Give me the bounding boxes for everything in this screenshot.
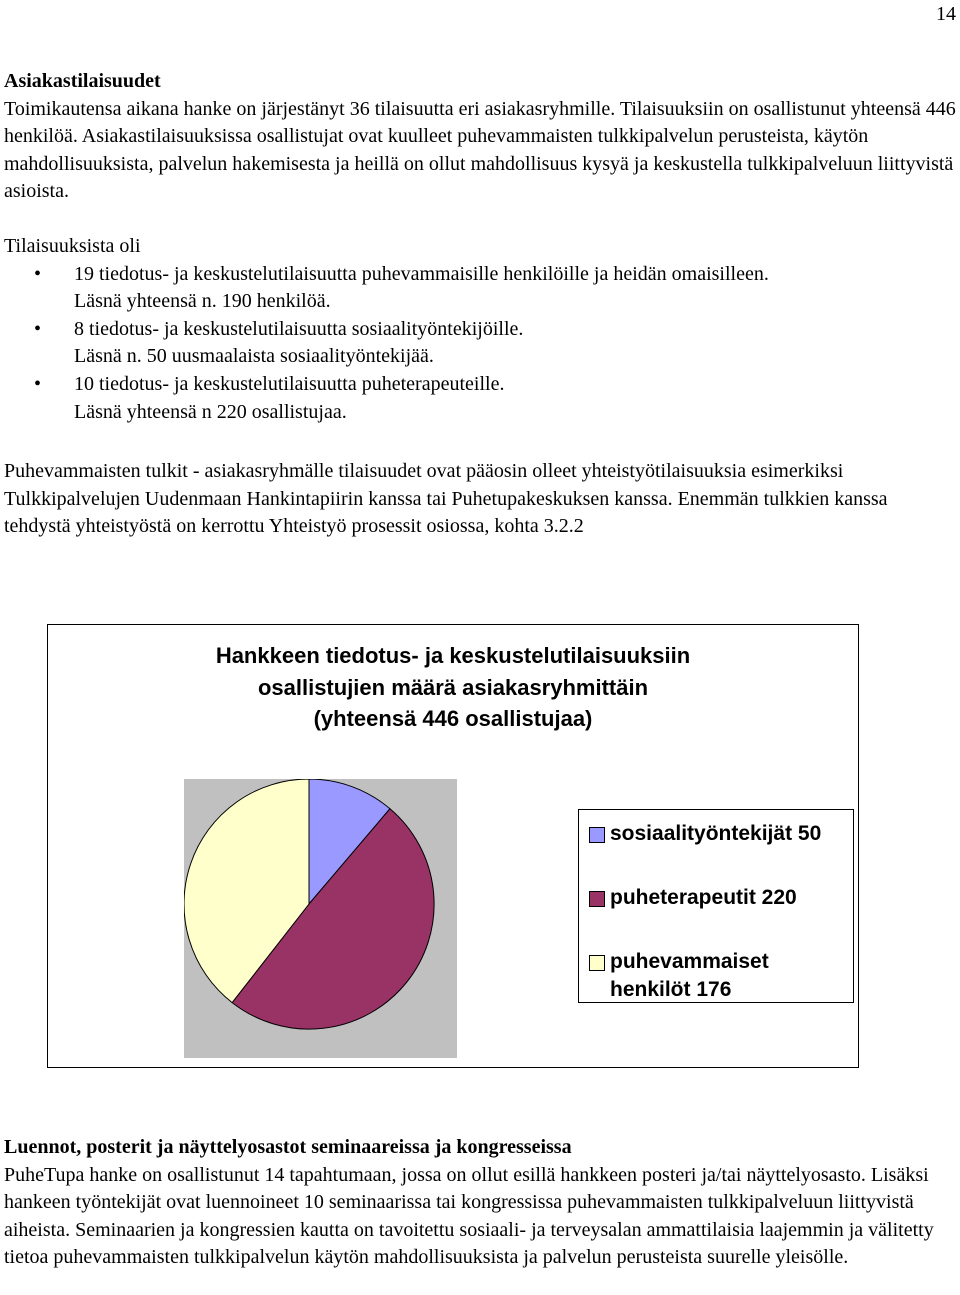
pie-chart bbox=[47, 624, 859, 1068]
plot-area bbox=[184, 779, 457, 1058]
section-paragraph: Puhevammaisten tulkit - asiakasryhmälle tilaisuudet ovat pääosin olleet yhteistyötilaisuuksia esimerkiksi Tulkkipalvelujen Uudenmaan Hankintapiirin kanssa tai Puhetupakeskuksen kanssa. Enemmän tulkkien kanssa tehdystä yhteistyöstä on kerrottu Yhteistyö prosessit osiossa, kohta 3.2.2 bbox=[4, 460, 888, 538]
legend-label: sosiaalityöntekijät 50 bbox=[610, 822, 822, 845]
section-paragraph: PuheTupa hanke on osallistunut 14 tapahtumaan, jossa on ollut esillä hankkeen posteri ja/tai näyttelyosasto. Lisäksi hankeen työntekijät ovat luennoineet 10 seminaarissa tai kongressissa puhevammaisten tulkkipalveluun liittyvistä aiheista. Seminaarien ja kongressien kautta on tavoitettu sosiaali- ja terveysalan ammattilaisia laajemmin ja välitetty tietoa puhevammaisten tulkkipalvelun käytön mahdollisuuksista ja palvelun perusteista suurelle yleisölle. bbox=[4, 1163, 934, 1269]
list-intro: Tilaisuuksista oli bbox=[4, 235, 141, 257]
section-event-list bbox=[4, 233, 958, 426]
list-item bbox=[4, 371, 958, 426]
legend-label: puhevammaiset henkilöt 176 bbox=[610, 950, 769, 1001]
chart-title-line: Hankkeen tiedotus- ja keskustelutilaisuuksiin bbox=[215, 643, 691, 668]
list-item-line: Läsnä n. 50 uusmaalaista sosiaalityöntekijää. bbox=[74, 345, 434, 368]
section-interpreters bbox=[4, 458, 958, 541]
legend-swatch-2 bbox=[589, 891, 605, 907]
legend-label: puheterapeutit 220 bbox=[610, 886, 797, 909]
page-number: 14 bbox=[936, 3, 956, 25]
chart-legend bbox=[578, 809, 854, 1003]
list-item-line: • 19 tiedotus- ja keskustelutilaisuutta puhevammaisille henkilöille ja heidän omaisilleen. bbox=[74, 262, 769, 285]
list-item-line: • 10 tiedotus- ja keskustelutilaisuutta puheterapeuteille. bbox=[74, 372, 505, 395]
bullet-list bbox=[4, 261, 958, 427]
list-item-line: Läsnä yhteensä n. 190 henkilöä. bbox=[74, 290, 331, 313]
pie-svg bbox=[184, 779, 457, 1058]
list-item bbox=[4, 261, 958, 316]
list-item bbox=[4, 316, 958, 371]
section-customer-events bbox=[4, 68, 958, 206]
chart-title-line: (yhteensä 446 osallistujaa) bbox=[313, 706, 593, 731]
legend-swatch-1 bbox=[589, 827, 605, 843]
section-heading: Luennot, posterit ja näyttelyosastot seminaareissa ja kongresseissa bbox=[4, 1136, 572, 1158]
chart-title bbox=[48, 640, 858, 735]
section-heading: Asiakastilaisuudet bbox=[4, 70, 161, 92]
section-paragraph: Toimikautensa aikana hanke on järjestänyt 36 tilaisuutta eri asiakasryhmille. Tilaisuuksiin on osallistunut yhteensä 446 henkilöä. Asiakastilaisuuksissa osallistujat ovat kuulleet puhevammaisten tulkkipalvelun perusteista, käytön mahdollisuuksista, palvelun hakemisesta ja heillä on ollut mahdollisuus kysyä ja keskustella tulkkipalveluun liittyvistä asioista. bbox=[4, 97, 956, 203]
list-item-line: • 8 tiedotus- ja keskustelutilaisuutta sosiaalityöntekijöille. bbox=[74, 317, 524, 340]
list-item-line: Läsnä yhteensä n 220 osallistujaa. bbox=[74, 400, 347, 423]
chart-title-line: osallistujien määrä asiakasryhmittäin bbox=[257, 674, 649, 700]
legend-swatch-3 bbox=[589, 955, 605, 971]
section-lectures bbox=[4, 1134, 958, 1272]
